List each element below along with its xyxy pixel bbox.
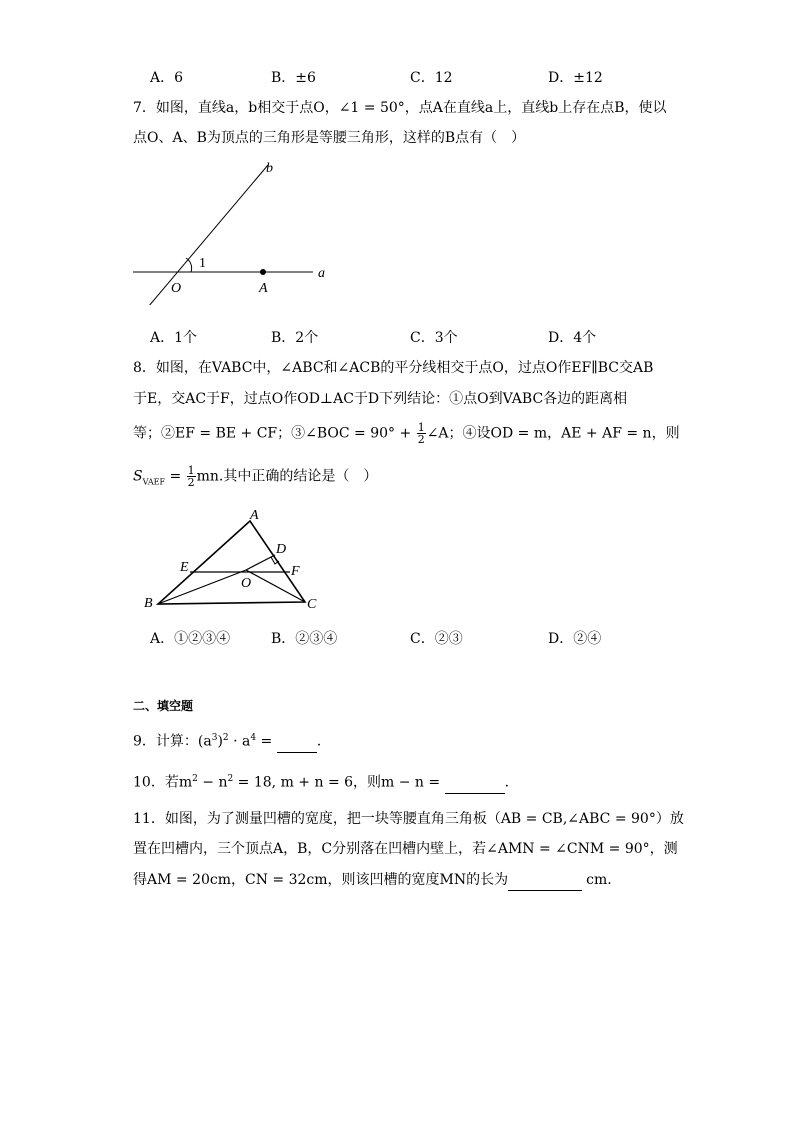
- q8-option-c: C．②③: [410, 631, 463, 647]
- label-a-line: a: [318, 266, 325, 281]
- point-a-dot: [260, 269, 266, 275]
- label-a: A: [250, 508, 259, 523]
- q7-option-c: C．3个: [410, 330, 458, 346]
- q8-figure: [140, 503, 330, 618]
- label-f: F: [291, 564, 300, 579]
- label-o: O: [171, 281, 182, 296]
- q9-answer-blank[interactable]: [277, 732, 317, 753]
- q8-half-fraction: $\frac{1}{2}$: [417, 421, 425, 446]
- q8-line-3: [133, 422, 680, 445]
- q8-option-a: A．①②③④: [150, 631, 231, 647]
- q11-line-1: 11．如图，为了测量凹槽的宽度，把一块等腰直角三角板（AB = CB,∠ABC = 90°）放: [133, 811, 684, 827]
- q6-option-c: C．12: [410, 70, 453, 86]
- q8-line-3-b: ∠A；④设OD = m，AE + AF = n，则: [426, 425, 680, 442]
- label-a-point: A: [259, 281, 268, 296]
- q11-answer-blank[interactable]: [508, 870, 582, 891]
- label-b: B: [144, 596, 153, 611]
- q7-option-b: B．2个: [271, 330, 319, 346]
- label-b: b: [266, 161, 273, 176]
- q6-option-a: A．6: [150, 70, 184, 86]
- q8-line-1: 8．如图，在VABC中，∠ABC和∠ACB的平分线相交于点O，过点O作EF∥BC交AB: [133, 360, 654, 376]
- q8-line-2: 于E，交AC于F，过点O作OD⊥AC于D下列结论：①点O到VABC各边的距离相: [133, 391, 628, 407]
- label-e: E: [180, 560, 189, 575]
- section-fill-in-title: 二、填空题: [133, 699, 194, 713]
- q8-option-d: D．②④: [548, 631, 602, 647]
- label-o: O: [241, 576, 252, 591]
- segment-bo: [158, 570, 246, 604]
- q7-line-2: 点O、A、B为顶点的三角形是等腰三角形，这样的B点有（ ）: [133, 130, 526, 146]
- q6-option-d: D．±12: [548, 70, 603, 86]
- q7-line-1: 7．如图，直线a，b相交于点O，∠1 = 50°，点A在直线a上，直线b上存在点B，使以: [133, 100, 667, 116]
- q10-answer-blank[interactable]: [445, 773, 505, 794]
- label-d: D: [276, 542, 287, 557]
- label-angle-1: 1: [199, 256, 206, 271]
- q11-line-2: 置在凹槽内，三个顶点A，B，C分别落在凹槽内壁上，若∠AMN = ∠CNM = 90°，测: [133, 841, 678, 857]
- q7-figure: [128, 155, 338, 305]
- q8-option-b: B．②③④: [271, 631, 338, 647]
- q7-option-a: A．1个: [150, 330, 198, 346]
- line-b: [143, 165, 268, 305]
- label-c: C: [307, 597, 317, 612]
- q7-option-d: D．4个: [548, 330, 597, 346]
- angle-1-arc: [186, 258, 192, 272]
- q9-line: 9．计算：$(a^3)^2 \cdot a^4$ = .: [133, 728, 321, 753]
- q10-line: 10．若$m^2 - n^2 = 18$, m + n = 6，则m − n = .: [133, 769, 509, 794]
- q8-line-4: $S_{VAEF}$ = $\frac{1}{2}$ mn.其中正确的结论是（ ）: [133, 464, 378, 489]
- q8-area-fraction: $\frac{1}{2}$: [187, 464, 195, 489]
- q8-line-3-a: 等；②EF = BE + CF；③∠BOC = 90° +: [133, 425, 416, 442]
- q6-option-b: B．±6: [271, 70, 316, 86]
- q11-line-3: 得AM = 20cm，CN = 32cm，则该凹槽的宽度MN的长为 cm.: [133, 870, 612, 891]
